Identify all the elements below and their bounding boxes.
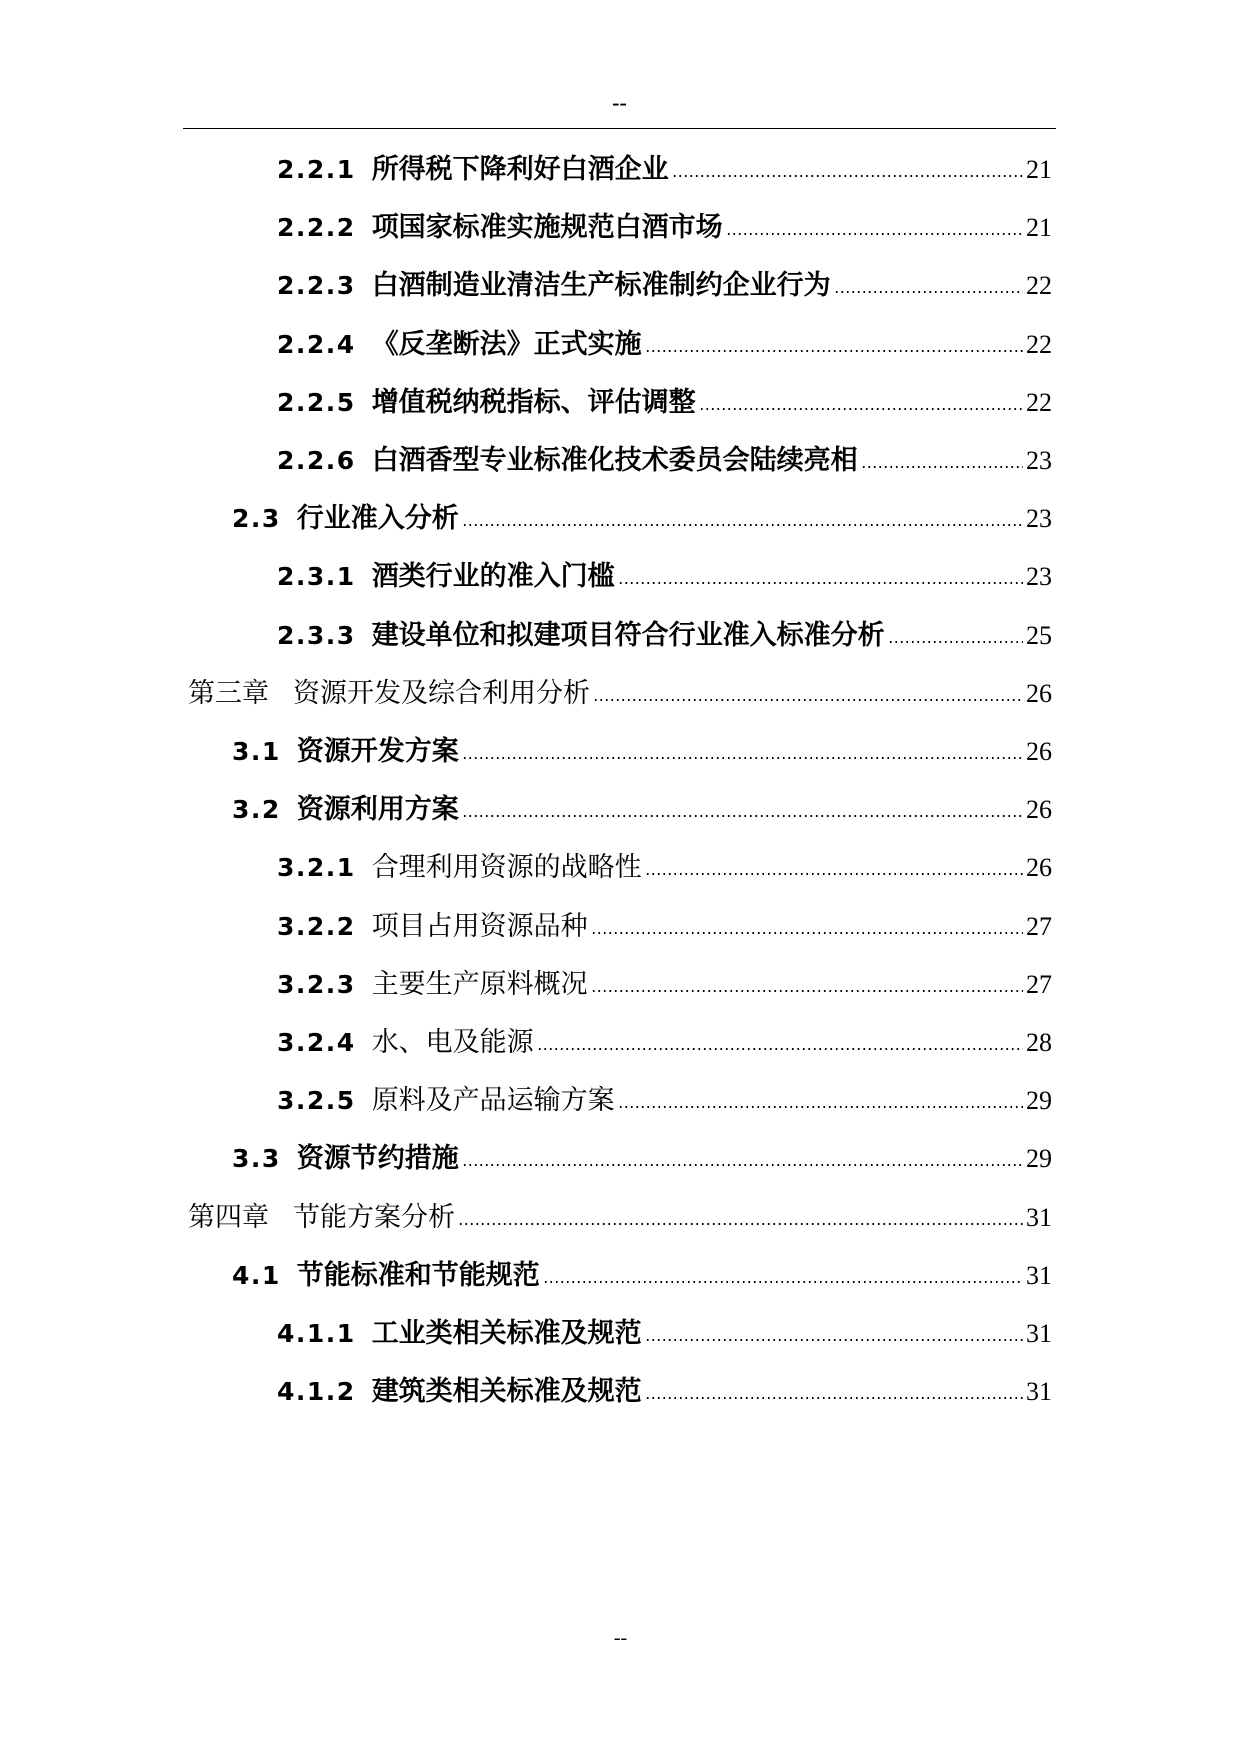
toc-entry-title: 资源开发及综合利用分析 xyxy=(293,677,590,709)
toc-entry-page-number: 21 xyxy=(1026,213,1052,243)
toc-entry-number: 2.2.1 xyxy=(277,155,356,184)
toc-entry-number: 2.3.1 xyxy=(277,562,356,592)
toc-dot-leader xyxy=(699,403,1023,411)
toc-entry-number: 第四章 xyxy=(188,1201,269,1233)
toc-entry[interactable] xyxy=(277,1314,1052,1354)
toc-entry-number: 4.1 xyxy=(232,1260,281,1290)
toc-dot-leader xyxy=(462,1159,1023,1167)
toc-dot-leader xyxy=(645,868,1023,876)
toc-entry-title: 项国家标准实施规范白酒市场 xyxy=(371,212,723,244)
toc-entry[interactable] xyxy=(277,965,1052,1005)
toc-entry-title: 白酒制造业清洁生产标准制约企业行为 xyxy=(371,270,831,302)
toc-entry-number: 2.3.3 xyxy=(277,620,356,650)
toc-entry[interactable] xyxy=(277,1023,1052,1063)
toc-entry-page-number: 31 xyxy=(1026,1260,1052,1290)
toc-entry-number: 3.2.3 xyxy=(277,969,356,999)
toc-entry-page-number: 25 xyxy=(1026,620,1052,650)
toc-entry-title: 合理利用资源的战略性 xyxy=(371,852,642,884)
toc-dot-leader xyxy=(834,286,1023,294)
toc-dot-leader xyxy=(543,1276,1023,1284)
toc-entry-title: 行业准入分析 xyxy=(296,503,459,535)
toc-entry-number: 3.2.1 xyxy=(277,853,356,883)
toc-entry-title: 建设单位和拟建项目符合行业准入标准分析 xyxy=(371,619,885,651)
toc-dot-leader xyxy=(462,519,1023,527)
toc-entry-number: 3.2.5 xyxy=(277,1086,356,1116)
toc-entry[interactable] xyxy=(277,150,1052,190)
toc-entry-page-number: 26 xyxy=(1026,737,1052,766)
toc-entry-number: 2.2.5 xyxy=(277,387,356,417)
toc-entry-page-number: 26 xyxy=(1026,795,1052,825)
toc-entry[interactable] xyxy=(188,1198,1052,1238)
toc-entry-number: 2.2.4 xyxy=(277,329,356,359)
toc-dot-leader xyxy=(591,985,1023,993)
toc-dot-leader xyxy=(458,1218,1023,1226)
toc-entry-page-number: 21 xyxy=(1026,155,1052,184)
toc-entry-page-number: 27 xyxy=(1026,969,1052,999)
toc-dot-leader xyxy=(645,1334,1023,1342)
toc-entry-title: 资源利用方案 xyxy=(296,794,459,826)
toc-dot-leader xyxy=(591,927,1023,935)
toc-entry-number: 3.1 xyxy=(232,737,281,766)
toc-entry-title: 节能标准和节能规范 xyxy=(296,1259,540,1291)
toc-entry[interactable] xyxy=(232,732,1052,772)
toc-entry-page-number: 31 xyxy=(1026,1319,1052,1348)
toc-entry[interactable] xyxy=(277,325,1052,365)
toc-entry-title: 水、电及能源 xyxy=(371,1027,534,1058)
toc-entry-page-number: 31 xyxy=(1026,1377,1052,1407)
toc-entry-page-number: 22 xyxy=(1026,271,1052,301)
toc-entry-number: 2.2.3 xyxy=(277,271,356,301)
toc-entry-number: 3.3 xyxy=(232,1144,281,1174)
toc-dot-leader xyxy=(462,752,1023,760)
toc-entry-page-number: 26 xyxy=(1026,678,1052,708)
toc-entry-title: 所得税下降利好白酒企业 xyxy=(371,154,669,185)
toc-entry[interactable] xyxy=(277,907,1052,947)
toc-entry-title: 项目占用资源品种 xyxy=(371,910,588,942)
toc-entry[interactable] xyxy=(277,848,1052,888)
toc-entry[interactable] xyxy=(188,674,1052,714)
header-text: -- xyxy=(612,90,627,115)
toc-entry-title: 主要生产原料概况 xyxy=(371,968,588,1000)
toc-entry-title: 节能方案分析 xyxy=(293,1201,455,1233)
page-footer: -- xyxy=(613,1627,628,1649)
toc-entry-title: 工业类相关标准及规范 xyxy=(371,1318,642,1349)
toc-entry-number: 3.2.2 xyxy=(277,911,356,941)
toc-entry-page-number: 29 xyxy=(1026,1086,1052,1116)
toc-entry[interactable] xyxy=(232,499,1052,539)
toc-entry-page-number: 22 xyxy=(1026,329,1052,359)
toc-entry-page-number: 31 xyxy=(1026,1202,1052,1232)
toc-entry-number: 4.1.2 xyxy=(277,1377,356,1407)
toc-dot-leader xyxy=(672,170,1023,178)
toc-entry-page-number: 26 xyxy=(1026,853,1052,883)
toc-entry-number: 2.2.6 xyxy=(277,446,356,475)
toc-dot-leader xyxy=(618,1101,1023,1109)
toc-entry[interactable] xyxy=(277,557,1052,597)
toc-entry-title: 建筑类相关标准及规范 xyxy=(371,1376,642,1408)
toc-dot-leader xyxy=(537,1043,1023,1051)
toc-entry-title: 原料及产品运输方案 xyxy=(371,1085,615,1117)
toc-entry-page-number: 22 xyxy=(1026,387,1052,417)
toc-entry[interactable] xyxy=(232,790,1052,830)
toc-entry-number: 2.3 xyxy=(232,504,281,534)
toc-entry[interactable] xyxy=(277,383,1052,423)
toc-entry-number: 3.2 xyxy=(232,795,281,825)
toc-entry-title: 增值税纳税指标、评估调整 xyxy=(371,386,696,418)
toc-entry-title: 资源开发方案 xyxy=(296,736,459,767)
toc-entry[interactable] xyxy=(232,1256,1052,1296)
toc-entry-page-number: 23 xyxy=(1026,446,1052,475)
toc-dot-leader xyxy=(726,228,1023,236)
toc-dot-leader xyxy=(888,636,1023,644)
toc-entry-page-number: 29 xyxy=(1026,1144,1052,1174)
toc-entry[interactable] xyxy=(277,1372,1052,1412)
toc-entry-number: 第三章 xyxy=(188,677,269,709)
toc-entry-title: 酒类行业的准入门槛 xyxy=(371,561,615,593)
toc-dot-leader xyxy=(645,1392,1023,1400)
toc-dot-leader xyxy=(861,461,1023,469)
toc-entry[interactable] xyxy=(277,266,1052,306)
toc-entry-title: 白酒香型专业标准化技术委员会陆续亮相 xyxy=(371,445,858,476)
toc-entry-page-number: 23 xyxy=(1026,504,1052,534)
toc-entry-number: 2.2.2 xyxy=(277,213,356,243)
toc-entry-number: 3.2.4 xyxy=(277,1028,356,1057)
toc-dot-leader xyxy=(618,577,1023,585)
toc-entry[interactable] xyxy=(277,208,1052,248)
toc-entry[interactable] xyxy=(277,1081,1052,1121)
toc-entry-page-number: 27 xyxy=(1026,911,1052,941)
toc-entry-title: 《反垄断法》正式实施 xyxy=(371,328,642,360)
toc-dot-leader xyxy=(462,810,1023,818)
toc-entry-page-number: 28 xyxy=(1026,1028,1052,1057)
page-header xyxy=(183,92,1056,129)
toc-entry[interactable] xyxy=(277,616,1052,656)
toc-entry-number: 4.1.1 xyxy=(277,1319,356,1348)
toc-dot-leader xyxy=(645,345,1023,353)
toc-entry-page-number: 23 xyxy=(1026,562,1052,592)
toc-dot-leader xyxy=(593,694,1023,702)
toc-entry[interactable] xyxy=(232,1139,1052,1179)
toc-entry[interactable] xyxy=(277,441,1052,481)
toc-entry-title: 资源节约措施 xyxy=(296,1143,459,1175)
